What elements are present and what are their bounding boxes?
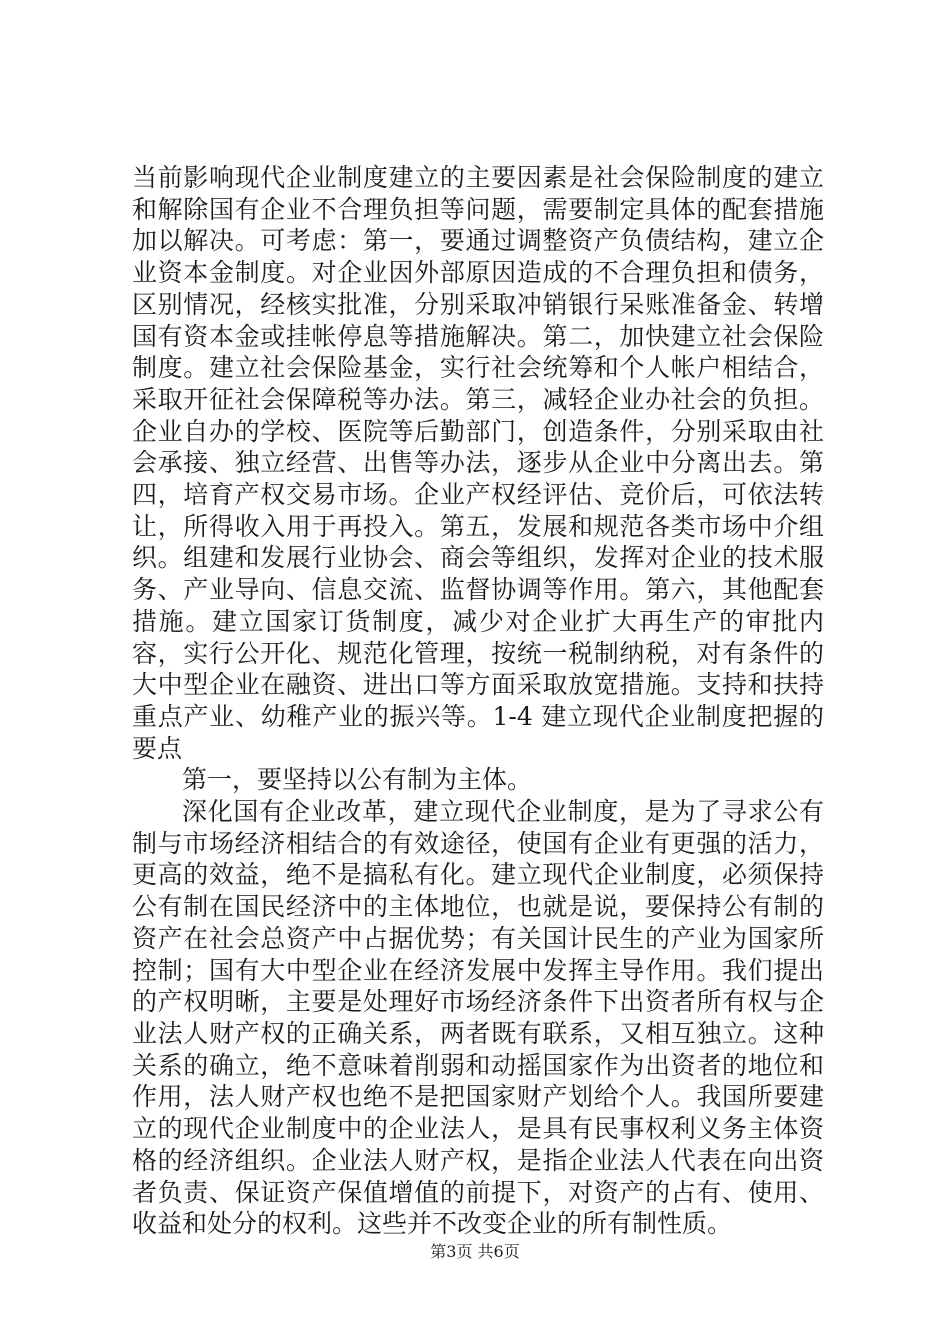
- page-number-footer: 第3页 共6页: [430, 1242, 520, 1261]
- paragraph-supporting-measures: 当前影响现代企业制度建立的主要因素是社会保险制度的建立和解除国有企业不合理负担等问题，需要制定具体的配套措施加以解决。可考虑：第一，要通过调整资产负债结构，建立企业资本金制度。对企业因外部原因造成的不合理负担和债务，区别情况，经核实批准，分别采取冲销银行呆账准备金、转增国有资本金或挂帐停息等措施解决。第二，加快建立社会保险制度。建立社会保险基金，实行社会统筹和个人帐户相结合，采取开征社会保障税等办法。第三，减轻企业办社会的负担。企业自办的学校、医院等后勤部门，创造条件，分别采取由社会承接、独立经营、出售等办法，逐步从企业中分离出去。第四，培育产权交易市场。企业产权经评估、竞价后，可依法转让，所得收入用于再投入。第五，发展和规范各类市场中介组织。组建和发展行业协会、商会等组织，发挥对企业的技术服务、产业导向、信息交流、监督协调等作用。第六，其他配套措施。建立国家订货制度，减少对企业扩大再生产的审批内容，实行公开化、规范化管理，按统一税制纳税，对有条件的大中型企业在融资、进出口等方面采取放宽措施。支持和扶持重点产业、幼稚产业的振兴等。1-4 建立现代企业制度把握的要点: [132, 163, 824, 763]
- paragraph-heading-public-ownership: 第一，要坚持以公有制为主体。: [182, 765, 533, 795]
- document-body: [132, 162, 824, 1240]
- paragraph-public-ownership-detail: 深化国有企业改革，建立现代企业制度，是为了寻求公有制与市场经济相结合的有效途径，使国有企业有更强的活力，更高的效益，绝不是搞私有化。建立现代企业制度，必须保持公有制在国民经济中的主体地位，也就是说，要保持公有制的资产在社会总资产中占据优势；有关国计民生的产业为国家所控制；国有大中型企业在经济发展中发挥主导作用。我们提出的产权明晰，主要是处理好市场经济条件下出资者所有权与企业法人财产权的正确关系，两者既有联系，又相互独立。这种关系的确立，绝不意味着削弱和动摇国家作为出资者的地位和作用，法人财产权也绝不是把国家财产划给个人。我国所要建立的现代企业制度中的企业法人，是具有民事权利义务主体资格的经济组织。企业法人财产权，是指企业法人代表在向出资者负责、保证资产保值增值的前提下，对资产的占有、使用、收益和处分的权利。这些并不改变企业的所有制性质。: [132, 797, 824, 1239]
